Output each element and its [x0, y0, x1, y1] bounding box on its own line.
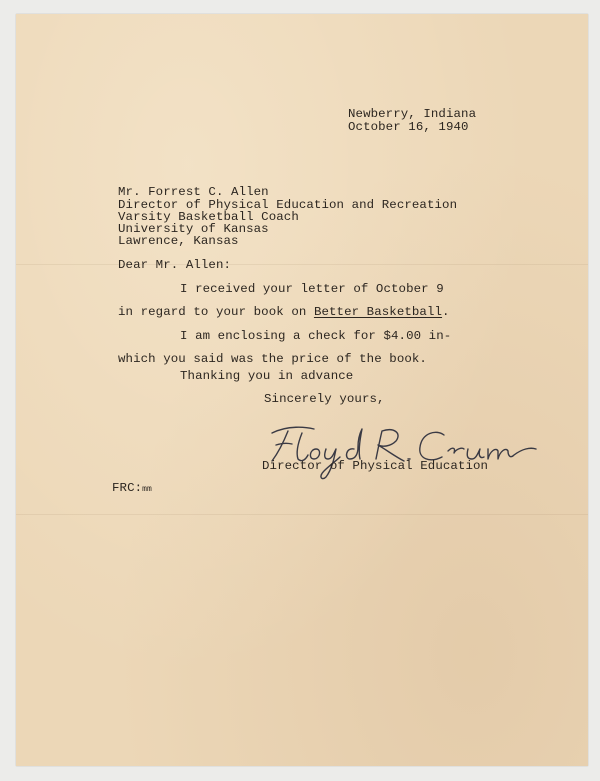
body-text: .	[442, 305, 450, 319]
recipient-city: Lawrence, Kansas	[118, 234, 239, 248]
reference-initials	[112, 482, 152, 496]
sender-place: Newberry, Indiana	[348, 107, 477, 121]
recipient-title: Director of Physical Education and Recreation	[118, 198, 458, 212]
body-paragraph-2-line-2: which you said was the price of the book.	[118, 352, 427, 366]
recipient-role: Varsity Basketball Coach	[118, 210, 299, 224]
body-text: in regard to your book on	[118, 305, 314, 319]
initials-upper: FRC:	[112, 481, 143, 495]
signer-title: Director of Physical Education	[262, 459, 489, 473]
initials-lower: mm	[142, 485, 152, 494]
recipient-name: Mr. Forrest C. Allen	[118, 185, 269, 199]
letter-date: October 16, 1940	[348, 120, 469, 134]
body-paragraph-1-line-1: I received your letter of October 9	[180, 282, 444, 296]
letter-page	[16, 14, 588, 766]
body-paragraph-2-line-1: I am enclosing a check for $4.00 in-	[180, 329, 452, 343]
paper-fold	[16, 264, 588, 265]
recipient-institution: University of Kansas	[118, 222, 269, 236]
body-paragraph-1-line-2	[118, 306, 450, 319]
book-title: Better Basketball	[313, 305, 443, 319]
paper-fold	[16, 514, 588, 515]
complimentary-close: Sincerely yours,	[264, 392, 385, 406]
body-paragraph-3: Thanking you in advance	[180, 369, 354, 383]
salutation: Dear Mr. Allen:	[118, 258, 232, 272]
